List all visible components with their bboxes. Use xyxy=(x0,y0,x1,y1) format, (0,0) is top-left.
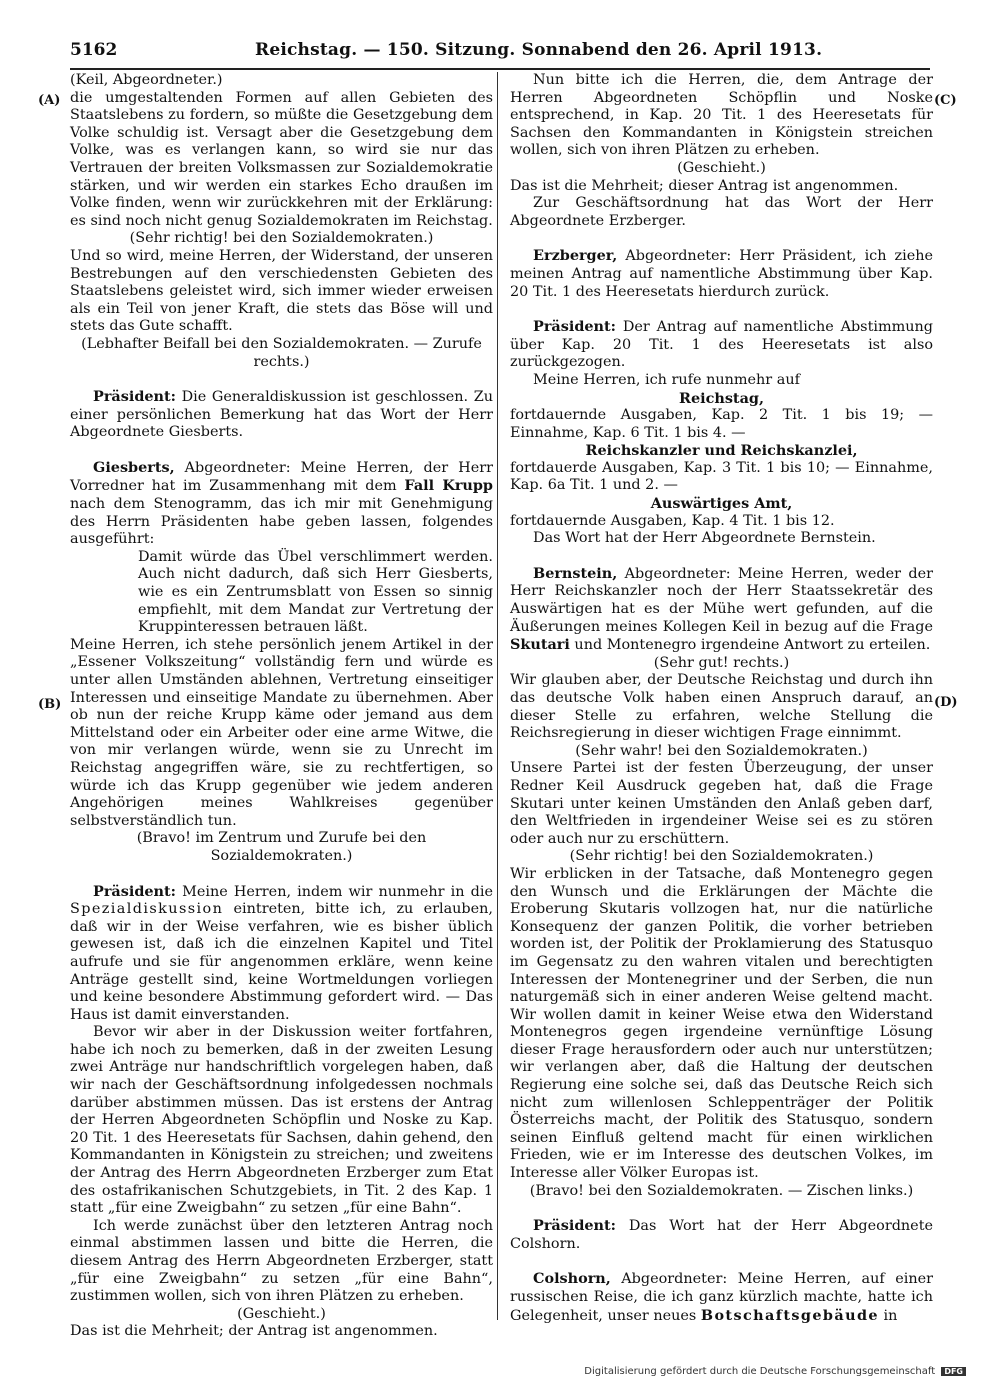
block-quote: Damit würde das Übel verschlimmert werden. Auch nicht dadurch, daß sich Herr Giesberts, wie es ein Zentrumsblatt von Essen so sinnig empfiehlt, mit dem Mandat zur Vertretung der Kruppinteressen betrauen läßt. xyxy=(138,548,493,636)
page-header xyxy=(70,40,930,70)
speaker-name: Präsident: xyxy=(533,318,616,336)
interjection: (Sehr wahr! bei den Sozialdemokraten.) xyxy=(575,742,868,759)
dfg-logo: DFG xyxy=(941,1367,966,1376)
speaker-continuation: (Keil, Abgeordneter.) xyxy=(70,72,223,88)
paragraph: Bevor wir aber in der Diskussion weiter fortfahren, habe ich noch zu bemerken, daß in der zweiten Lesung zwei Anträge nur handschriftlich vorgelegen haben, daß wir nach der Geschäftsordnung infolgedessen nochmals darüber abstimmen müssen. Das ist erstens der Antrag der Herren Abgeordneten Schöpflin und Noske zu Kap. 20 Tit. 1 des Heeresetats für Sachsen, dahin gehend, den Kommandanten in Königstein zu streichen; und zweitens der Antrag des Herrn Abgeordneten Erzberger zum Etat des ostafrikanischen Schutzgebiets, in Tit. 2 des Kap. 1 statt „für eine Zweigbahn“ zu setzen „für eine Bahn“. xyxy=(70,1024,493,1217)
speaker-name: Giesberts, xyxy=(93,458,175,476)
spaced-term: Spezialdiskussion xyxy=(70,901,224,918)
speaker-name: Präsident: xyxy=(533,1217,616,1235)
margin-mark-d: (D) xyxy=(934,695,958,710)
paragraph: Und so wird, meine Herren, der Widerstand, der unseren Bestrebungen auf den verschiedensten Gebieten des Staatslebens geleistet wird, sich immer wieder erweisen als ein Teil von jener Kraft, die stets das Böse will und stets das Gute schafft. xyxy=(70,247,493,335)
paragraph: Wir erblicken in der Tatsache, daß Montenegro gegen den Wunsch und die Erklärungen der Mächte die Eroberung Skutaris vollzogen hat, nur die natürliche Konsequenz der ganzen Politik, die vorher betrieben worden ist, der Politik der Proklamierung des Statusquo im Gegensatz zu den wahren vitalen und berechtigten Interessen der Montenegriner und der Serben, die nun naturgemäß sich in einer anderen Weise geltend macht. Wir wollen damit in keiner Weise etwa den Widerstand Montenegros gegen irgendeine vernünftige Lösung dieser Frage herausfordern oder auch nur unterstützen; wir verlangen aber, daß die Haltung der deutschen Regierung eine solche sei, daß das Deutsche Reich sich nicht zum willenlosen Schleppenträger der Politik Österreichs macht, der Politik des Statusquo, sondern seinen Einfluß geltend macht für einen wirklichen Frieden, wie er im Interesse des deutschen Volkes, im Interesse aller Völker Europas ist. xyxy=(510,865,933,1182)
speech-president: Präsident: Das Wort hat der Herr Abgeordnete Colshorn. xyxy=(510,1217,933,1252)
paragraph: Unsere Partei ist der festen Überzeugung, der unser Redner Keil Ausdruck gegeben hat, daß die Frage Skutari unter keinen Umständen den Anlaß geben darf, den Weltfrieden in irgendeiner Weise sei es zu stören oder auch nur zu erschüttern. xyxy=(510,760,933,847)
budget-heading: Auswärtiges Amt, xyxy=(650,495,793,513)
interjection: (Bravo! bei den Sozialdemokraten. — Zischen links.) xyxy=(529,1182,914,1199)
emphasis: Fall Krupp xyxy=(404,477,493,495)
speaker-name: Erzberger, xyxy=(533,247,618,265)
budget-item: fortdauernde Ausgaben, Kap. 4 Tit. 1 bis 12. xyxy=(510,512,835,529)
credit-text: Digitalisierung gefördert durch die Deutsche Forschungsgemeinschaft xyxy=(584,1366,936,1377)
left-column xyxy=(70,72,493,1341)
interjection: (Lebhafter Beifall bei den Sozialdemokraten. — Zurufe rechts.) xyxy=(81,335,482,370)
margin-mark-b: (B) xyxy=(38,697,62,712)
budget-item: fortdauerde Ausgaben, Kap. 3 Tit. 1 bis 10; — Einnahme, Kap. 6a Tit. 1 und 2. — xyxy=(510,459,933,494)
speech-giesberts: Giesberts, Abgeordneter: Meine Herren, der Herr Vorredner hat im Zusammenhang mit dem Fall Krupp nach dem Stenogramm, das ich mir mit Genehmigung des Herrn Präsidenten habe geben lassen, folgendes ausgeführt: xyxy=(70,458,493,548)
speech-bernstein: Bernstein, Abgeordneter: Meine Herren, weder der Herr Reichskanzler noch der Herr Staatssekretär des Auswärtigen hat es der Mühe wert gefunden, auf die Äußerungen meines Kollegen Keil in bezug auf die Frage Skutari und Montenegro irgendeine Antwort zu erteilen. xyxy=(510,564,933,654)
paragraph: Meine Herren, ich stehe persönlich jenem Artikel in der „Essener Volkszeitung“ vollständig fern und würde es unter allen Umständen ablehnen, Vertretung einseitiger Interessen und einseitige Mandate zu übernehmen. Aber ob nun der reiche Krupp käme oder jemand aus dem Mittelstand oder ein Arbeiter oder eine arme Witwe, die von mir verlangen würde, wenn sie zu Unrecht im Reichstag angegriffen wäre, sie zu rechtfertigen, so würde ich das Krupp gegenüber wie jedem anderen Angehörigen meines Wahlkreises gegenüber selbstverständlich tun. xyxy=(70,636,493,829)
margin-mark-a: (A) xyxy=(38,93,61,108)
paragraph: die umgestaltenden Formen auf allen Gebieten des Staatslebens zu fordern, so müßte die Gesetzgebung dem Volke schuldig ist. Versagt aber die Gesetzgebung dem Volke, was es verlangen kann, so wird sie nur das Vertrauen der breiten Volksmassen zur Sozialdemokratie stärken, und wir werden ein starkes Echo draußen im Volke finden, wenn wir zurückkehren mit der Erklärung: es sind noch nicht genug Sozialdemokraten im Reichstag. xyxy=(70,89,493,229)
paragraph: Nun bitte ich die Herren, die, dem Antrage der Herren Abgeordneten Schöpflin und Noske entsprechend, in Kap. 20 Tit. 1 des Heeresetats für Sachsen den Kommandanten in Königstein streichen wollen, sich von ihren Plätzen zu erheben. xyxy=(510,72,933,159)
speech-erzberger: Erzberger, Abgeordneter: Herr Präsident, ich ziehe meinen Antrag auf namentliche Abstimmung über Kap. 20 Tit. 1 des Heeresetats hierdurch zurück. xyxy=(510,247,933,300)
interjection: (Bravo! im Zentrum und Zurufe bei den Sozialdemokraten.) xyxy=(136,830,427,864)
budget-heading: Reichskanzler und Reichskanzlei, xyxy=(585,442,858,460)
paragraph: Wir glauben aber, der Deutsche Reichstag und durch ihn das deutsche Volk haben einen Anspruch darauf, an dieser Stelle zu erfahren, welche Stellung die Reichsregierung in dieser wichtigen Frage einnimmt. xyxy=(510,672,933,742)
speech-colshorn: Colshorn, Abgeordneter: Meine Herren, auf einer russischen Reise, die ich ganz kürzlich machte, hatte ich Gelegenheit, unser neues Botschaftsgebäude in xyxy=(510,1270,933,1324)
paragraph: Das ist die Mehrheit; dieser Antrag ist angenommen. xyxy=(510,177,899,194)
interjection: (Sehr gut! rechts.) xyxy=(653,654,790,671)
budget-heading: Reichstag, xyxy=(679,389,764,407)
interjection: (Geschieht.) xyxy=(677,159,766,176)
digitization-credit xyxy=(584,1366,966,1377)
emphasis: Botschaftsgebäude xyxy=(700,1306,879,1324)
budget-item: fortdauernde Ausgaben, Kap. 2 Tit. 1 bis 19; — Einnahme, Kap. 6 Tit. 1 bis 4. — xyxy=(510,407,933,441)
paragraph: Das ist die Mehrheit; der Antrag ist angenommen. xyxy=(70,1323,438,1340)
speech-president: Präsident: Die Generaldiskussion ist geschlossen. Zu einer persönlichen Bemerkung hat das Wort der Herr Abgeordnete Giesberts. xyxy=(70,388,493,441)
speaker-name: Colshorn, xyxy=(533,1270,611,1288)
running-head: Reichstag. — 150. Sitzung. Sonnabend den 26. April 1913. xyxy=(255,40,823,60)
right-column xyxy=(510,72,933,1325)
speaker-name: Präsident: xyxy=(93,388,176,406)
speech-president: Präsident: Der Antrag auf namentliche Abstimmung über Kap. 20 Tit. 1 des Heeresetats ist also zurückgezogen. xyxy=(510,318,933,371)
speaker-name: Präsident: xyxy=(93,882,176,900)
paragraph: Ich werde zunächst über den letzteren Antrag noch einmal abstimmen lassen und bitte die Herren, die diesem Antrag des Herrn Abgeordneten Erzberger, statt „für eine Zweigbahn“ zu setzen „für eine Bahn“, zustimmen wollen, sich von ihren Plätzen zu erheben. xyxy=(70,1217,493,1305)
interjection: (Sehr richtig! bei den Sozialdemokraten.) xyxy=(569,848,874,865)
page-number: 5162 xyxy=(70,40,118,60)
paragraph: Zur Geschäftsordnung hat das Wort der Herr Abgeordnete Erzberger. xyxy=(510,195,933,229)
interjection: (Sehr richtig! bei den Sozialdemokraten.) xyxy=(129,230,434,247)
speaker-name: Bernstein, xyxy=(533,564,618,582)
paragraph: Meine Herren, ich rufe nunmehr auf xyxy=(533,371,800,388)
margin-mark-c: (C) xyxy=(934,93,957,108)
header-rule xyxy=(70,68,930,70)
speech-president: Präsident: Meine Herren, indem wir nunmehr in die Spezialdiskussion eintreten, bitte ich, zu erlauben, daß wir in der Weise verfahren, wie es bisher üblich gewesen ist, daß ich die einzelnen Kapitel und Titel aufrufe und sie für angenommen erkläre, wenn keine Anträge gestellt sind, keine Wortmeldungen vorliegen und keine besondere Abstimmung gefordert wird. — Das Haus ist damit einverstanden. xyxy=(70,882,493,1023)
column-divider xyxy=(497,72,498,1320)
emphasis: Skutari xyxy=(510,636,570,654)
paragraph: Das Wort hat der Herr Abgeordnete Bernstein. xyxy=(533,530,876,547)
interjection: (Geschieht.) xyxy=(237,1305,326,1322)
